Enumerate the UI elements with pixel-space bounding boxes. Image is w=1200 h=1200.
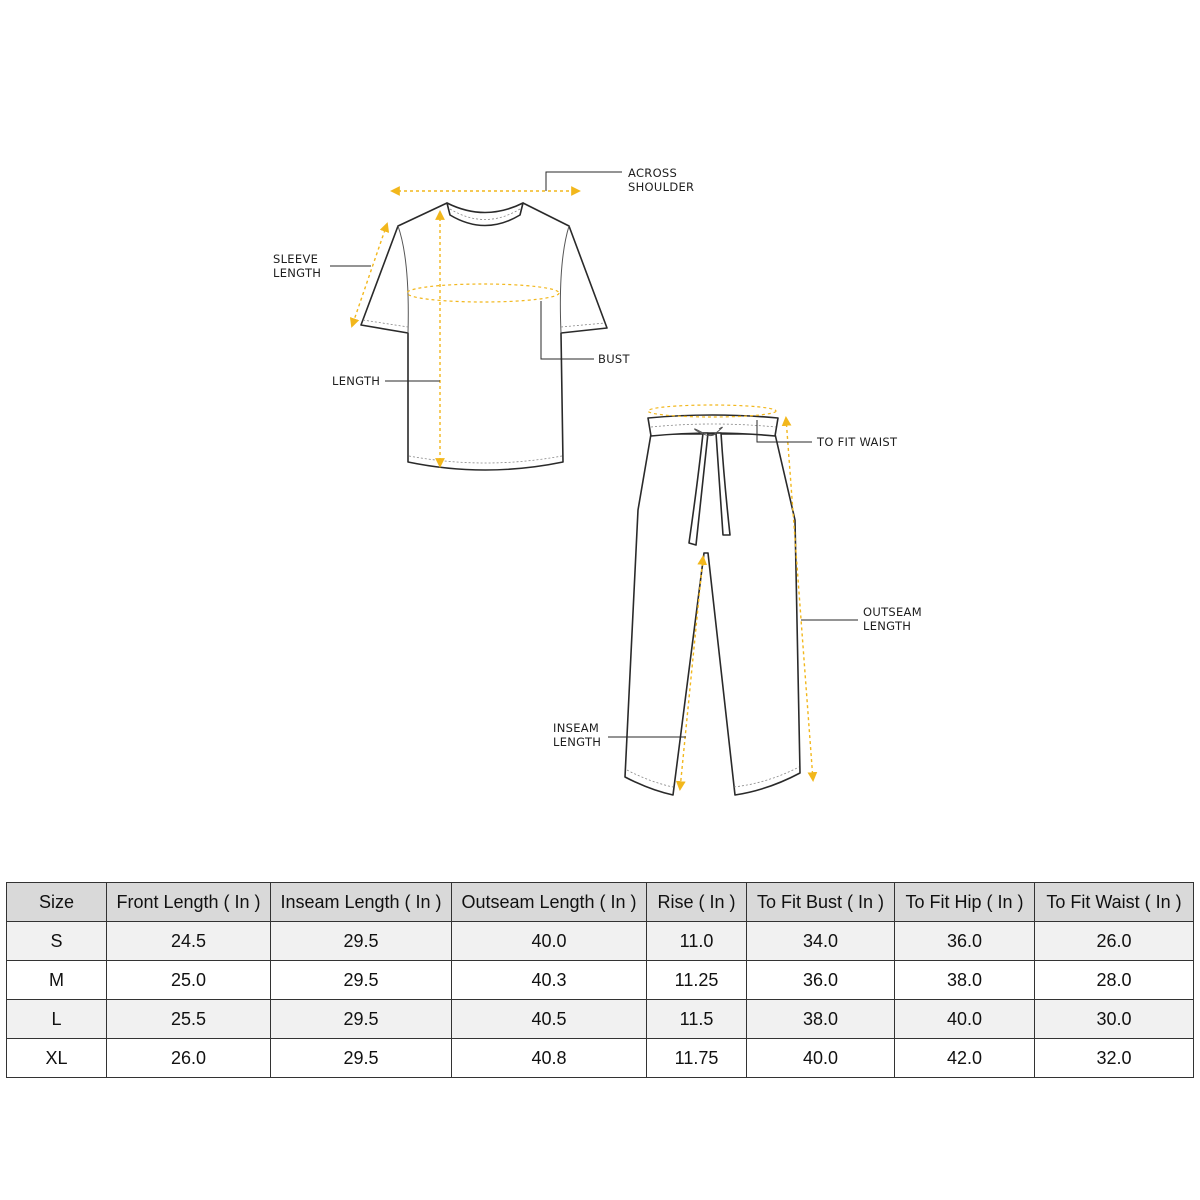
cell-front-length: 25.0 [107, 961, 271, 1000]
cell-to-fit-bust: 36.0 [747, 961, 895, 1000]
cell-outseam-length: 40.3 [452, 961, 647, 1000]
table-row [7, 922, 1194, 961]
header-to-fit-hip: To Fit Hip ( In ) [895, 883, 1035, 922]
cell-outseam-length: 40.5 [452, 1000, 647, 1039]
cell-to-fit-waist: 28.0 [1035, 961, 1194, 1000]
label-across-shoulder: ACROSS SHOULDER [628, 166, 695, 194]
cell-front-length: 25.5 [107, 1000, 271, 1039]
cell-rise: 11.75 [647, 1039, 747, 1078]
size-chart-table [6, 882, 1194, 1078]
cell-to-fit-hip: 40.0 [895, 1000, 1035, 1039]
cell-to-fit-waist: 32.0 [1035, 1039, 1194, 1078]
label-to-fit-waist: TO FIT WAIST [817, 435, 898, 449]
cell-size: XL [7, 1039, 107, 1078]
cell-size: S [7, 922, 107, 961]
cell-front-length: 24.5 [107, 922, 271, 961]
cell-rise: 11.5 [647, 1000, 747, 1039]
table-row [7, 1039, 1194, 1078]
cell-to-fit-hip: 36.0 [895, 922, 1035, 961]
cell-size: M [7, 961, 107, 1000]
table-row [7, 1000, 1194, 1039]
cell-to-fit-bust: 38.0 [747, 1000, 895, 1039]
header-size: Size [7, 883, 107, 922]
label-sleeve-length: SLEEVE LENGTH [273, 252, 322, 280]
cell-outseam-length: 40.0 [452, 922, 647, 961]
cell-front-length: 26.0 [107, 1039, 271, 1078]
header-inseam-length: Inseam Length ( In ) [271, 883, 452, 922]
header-to-fit-waist: To Fit Waist ( In ) [1035, 883, 1194, 922]
header-to-fit-bust: To Fit Bust ( In ) [747, 883, 895, 922]
cell-size: L [7, 1000, 107, 1039]
tshirt-illustration [361, 203, 607, 470]
cell-inseam-length: 29.5 [271, 961, 452, 1000]
table-header-row [7, 883, 1194, 922]
cell-rise: 11.0 [647, 922, 747, 961]
header-outseam-length: Outseam Length ( In ) [452, 883, 647, 922]
label-length: LENGTH [332, 374, 381, 388]
pants-illustration [625, 415, 800, 795]
cell-rise: 11.25 [647, 961, 747, 1000]
label-inseam-length: INSEAM LENGTH [553, 721, 602, 749]
cell-to-fit-hip: 42.0 [895, 1039, 1035, 1078]
cell-outseam-length: 40.8 [452, 1039, 647, 1078]
label-bust: BUST [598, 352, 630, 366]
table-row [7, 961, 1194, 1000]
cell-to-fit-waist: 30.0 [1035, 1000, 1194, 1039]
cell-to-fit-waist: 26.0 [1035, 922, 1194, 961]
header-front-length: Front Length ( In ) [107, 883, 271, 922]
cell-inseam-length: 29.5 [271, 922, 452, 961]
cell-to-fit-bust: 40.0 [747, 1039, 895, 1078]
label-outseam-length: OUTSEAM LENGTH [863, 605, 922, 633]
cell-to-fit-hip: 38.0 [895, 961, 1035, 1000]
header-rise: Rise ( In ) [647, 883, 747, 922]
cell-inseam-length: 29.5 [271, 1000, 452, 1039]
cell-to-fit-bust: 34.0 [747, 922, 895, 961]
cell-inseam-length: 29.5 [271, 1039, 452, 1078]
